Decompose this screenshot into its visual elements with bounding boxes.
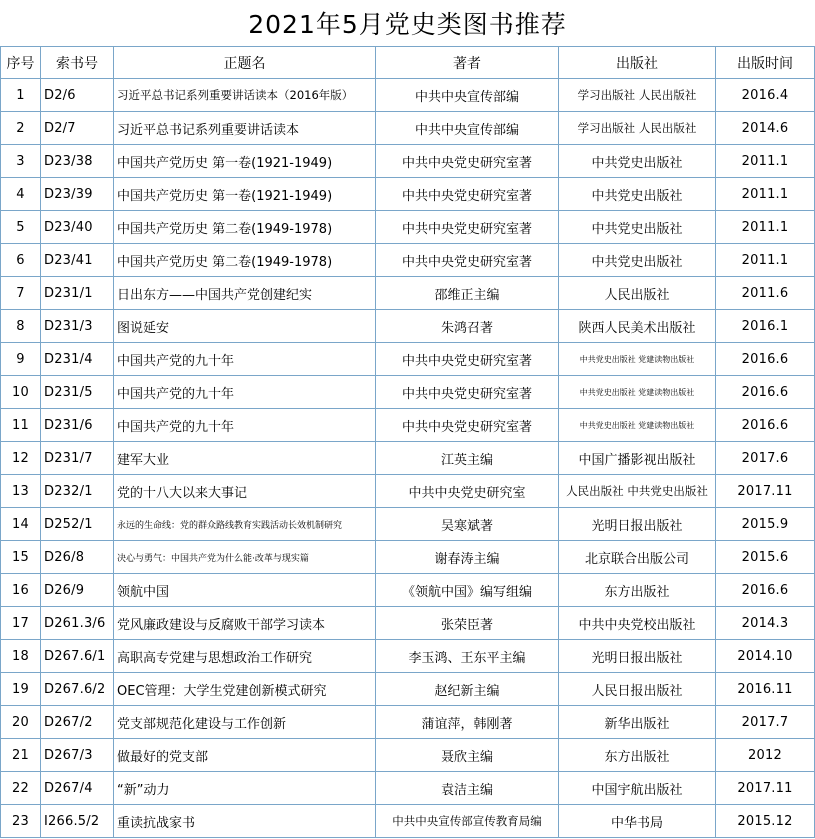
- cell-author: 中共中央党史研究室著: [376, 244, 559, 277]
- cell-publish-date: 2015.12: [716, 805, 815, 838]
- cell-call-number: D261.3/6: [41, 607, 114, 640]
- table-row: [1, 211, 815, 244]
- cell-publish-date: 2014.10: [716, 640, 815, 673]
- table-row: [1, 541, 815, 574]
- cell-call-number: D2/6: [41, 79, 114, 112]
- cell-publish-date: 2011.1: [716, 145, 815, 178]
- cell-publisher: 中共党史出版社: [559, 244, 716, 277]
- table-row: [1, 673, 815, 706]
- table-row: [1, 475, 815, 508]
- cell-title: 永远的生命线：党的群众路线教育实践活动长效机制研究: [114, 508, 376, 541]
- table-row: [1, 409, 815, 442]
- cell-author: 中共中央党史研究室著: [376, 145, 559, 178]
- table-row: [1, 112, 815, 145]
- cell-publisher: 中国宇航出版社: [559, 772, 716, 805]
- header-publish-date: 出版时间: [716, 47, 815, 79]
- cell-publish-date: 2012: [716, 739, 815, 772]
- table-row: [1, 343, 815, 376]
- table-row: [1, 442, 815, 475]
- table-row: [1, 178, 815, 211]
- cell-author: 袁洁主编: [376, 772, 559, 805]
- cell-title: 习近平总书记系列重要讲话读本（2016年版）: [114, 79, 376, 112]
- cell-publisher: 东方出版社: [559, 574, 716, 607]
- cell-index: 1: [1, 79, 41, 112]
- cell-author: 张荣臣著: [376, 607, 559, 640]
- cell-author: 中共中央党史研究室著: [376, 211, 559, 244]
- cell-publisher: 光明日报出版社: [559, 508, 716, 541]
- cell-publisher: 学习出版社 人民出版社: [559, 79, 716, 112]
- cell-author: 《领航中国》编写组编: [376, 574, 559, 607]
- cell-publish-date: 2017.6: [716, 442, 815, 475]
- cell-title: 决心与勇气：中国共产党为什么能·改革与现实篇: [114, 541, 376, 574]
- table-row: [1, 244, 815, 277]
- cell-title: 党的十八大以来大事记: [114, 475, 376, 508]
- cell-author: 聂欣主编: [376, 739, 559, 772]
- table-row: [1, 640, 815, 673]
- cell-index: 20: [1, 706, 41, 739]
- cell-call-number: D23/39: [41, 178, 114, 211]
- cell-index: 7: [1, 277, 41, 310]
- cell-call-number: D232/1: [41, 475, 114, 508]
- cell-publisher: 中共党史出版社: [559, 178, 716, 211]
- cell-publisher: 中共党史出版社: [559, 145, 716, 178]
- cell-title: 中国共产党的九十年: [114, 409, 376, 442]
- header-index: 序号: [1, 47, 41, 79]
- cell-index: 6: [1, 244, 41, 277]
- cell-call-number: D2/7: [41, 112, 114, 145]
- cell-author: 赵纪新主编: [376, 673, 559, 706]
- cell-author: 蒲谊萍，韩刚著: [376, 706, 559, 739]
- cell-index: 22: [1, 772, 41, 805]
- cell-publish-date: 2017.11: [716, 772, 815, 805]
- table-row: [1, 79, 815, 112]
- cell-call-number: D23/40: [41, 211, 114, 244]
- cell-publish-date: 2015.6: [716, 541, 815, 574]
- table-row: [1, 805, 815, 838]
- cell-index: 13: [1, 475, 41, 508]
- cell-author: 朱鸿召著: [376, 310, 559, 343]
- cell-author: 谢春涛主编: [376, 541, 559, 574]
- table-row: [1, 376, 815, 409]
- cell-publish-date: 2016.6: [716, 376, 815, 409]
- cell-author: 李玉鸿、王东平主编: [376, 640, 559, 673]
- cell-index: 18: [1, 640, 41, 673]
- cell-call-number: D267/4: [41, 772, 114, 805]
- header-row: [1, 47, 815, 79]
- table-row: [1, 310, 815, 343]
- cell-publish-date: 2011.1: [716, 178, 815, 211]
- cell-title: 习近平总书记系列重要讲话读本: [114, 112, 376, 145]
- cell-title: 中国共产党的九十年: [114, 376, 376, 409]
- cell-index: 4: [1, 178, 41, 211]
- cell-title: 图说延安: [114, 310, 376, 343]
- cell-call-number: D231/6: [41, 409, 114, 442]
- table-row: [1, 145, 815, 178]
- cell-author: 邵维正主编: [376, 277, 559, 310]
- table-row: [1, 706, 815, 739]
- cell-publish-date: 2017.7: [716, 706, 815, 739]
- cell-publisher: 陕西人民美术出版社: [559, 310, 716, 343]
- cell-call-number: D26/8: [41, 541, 114, 574]
- cell-title: 中国共产党历史 第二卷(1949-1978): [114, 211, 376, 244]
- cell-title: 做最好的党支部: [114, 739, 376, 772]
- header-title: 正题名: [114, 47, 376, 79]
- cell-publish-date: 2014.6: [716, 112, 815, 145]
- cell-publisher: 中共党史出版社 党建读物出版社: [559, 376, 716, 409]
- cell-author: 中共中央党史研究室著: [376, 343, 559, 376]
- header-publisher: 出版社: [559, 47, 716, 79]
- cell-call-number: D231/5: [41, 376, 114, 409]
- cell-publish-date: 2015.9: [716, 508, 815, 541]
- cell-author: 吴寒斌著: [376, 508, 559, 541]
- cell-author: 江英主编: [376, 442, 559, 475]
- cell-publish-date: 2016.11: [716, 673, 815, 706]
- table-row: [1, 277, 815, 310]
- cell-call-number: D231/7: [41, 442, 114, 475]
- cell-title: 日出东方——中国共产党创建纪实: [114, 277, 376, 310]
- cell-title: 党支部规范化建设与工作创新: [114, 706, 376, 739]
- cell-publish-date: 2016.6: [716, 343, 815, 376]
- cell-index: 8: [1, 310, 41, 343]
- cell-title: 重读抗战家书: [114, 805, 376, 838]
- cell-publisher: 中共中央党校出版社: [559, 607, 716, 640]
- cell-index: 21: [1, 739, 41, 772]
- cell-call-number: I266.5/2: [41, 805, 114, 838]
- cell-index: 12: [1, 442, 41, 475]
- table-row: [1, 772, 815, 805]
- cell-publish-date: 2011.6: [716, 277, 815, 310]
- cell-call-number: D231/1: [41, 277, 114, 310]
- table-row: [1, 508, 815, 541]
- cell-call-number: D26/9: [41, 574, 114, 607]
- cell-title: 中国共产党的九十年: [114, 343, 376, 376]
- cell-index: 10: [1, 376, 41, 409]
- cell-title: 中国共产党历史 第二卷(1949-1978): [114, 244, 376, 277]
- cell-author: 中共中央党史研究室: [376, 475, 559, 508]
- cell-index: 19: [1, 673, 41, 706]
- cell-publisher: 中共党史出版社 党建读物出版社: [559, 409, 716, 442]
- cell-call-number: D23/38: [41, 145, 114, 178]
- cell-title: 建军大业: [114, 442, 376, 475]
- cell-index: 5: [1, 211, 41, 244]
- cell-index: 11: [1, 409, 41, 442]
- cell-publisher: 光明日报出版社: [559, 640, 716, 673]
- cell-index: 14: [1, 508, 41, 541]
- cell-index: 3: [1, 145, 41, 178]
- cell-publish-date: 2016.1: [716, 310, 815, 343]
- cell-author: 中共中央党史研究室著: [376, 178, 559, 211]
- cell-publisher: 东方出版社: [559, 739, 716, 772]
- cell-title: 中国共产党历史 第一卷(1921-1949): [114, 178, 376, 211]
- cell-index: 2: [1, 112, 41, 145]
- cell-publish-date: 2016.4: [716, 79, 815, 112]
- cell-call-number: D231/4: [41, 343, 114, 376]
- header-call-number: 索书号: [41, 47, 114, 79]
- cell-publish-date: 2016.6: [716, 409, 815, 442]
- book-list-table: [0, 46, 815, 838]
- cell-publisher: 学习出版社 人民出版社: [559, 112, 716, 145]
- cell-call-number: D267/3: [41, 739, 114, 772]
- cell-index: 15: [1, 541, 41, 574]
- cell-index: 23: [1, 805, 41, 838]
- cell-author: 中共中央宣传部编: [376, 112, 559, 145]
- cell-publisher: 中共党史出版社 党建读物出版社: [559, 343, 716, 376]
- cell-publish-date: 2014.3: [716, 607, 815, 640]
- cell-author: 中共中央宣传部宣传教育局编: [376, 805, 559, 838]
- table-row: [1, 574, 815, 607]
- cell-publisher: 人民日报出版社: [559, 673, 716, 706]
- cell-index: 16: [1, 574, 41, 607]
- cell-call-number: D23/41: [41, 244, 114, 277]
- cell-title: “新”动力: [114, 772, 376, 805]
- cell-index: 17: [1, 607, 41, 640]
- cell-publisher: 中共党史出版社: [559, 211, 716, 244]
- cell-index: 9: [1, 343, 41, 376]
- cell-publisher: 新华出版社: [559, 706, 716, 739]
- cell-title: 中国共产党历史 第一卷(1921-1949): [114, 145, 376, 178]
- cell-title: OEC管理：大学生党建创新模式研究: [114, 673, 376, 706]
- cell-publisher: 北京联合出版公司: [559, 541, 716, 574]
- cell-call-number: D267.6/2: [41, 673, 114, 706]
- cell-publisher: 人民出版社 中共党史出版社: [559, 475, 716, 508]
- table-title: 2021年5月党史类图书推荐: [248, 10, 567, 39]
- cell-publish-date: 2016.6: [716, 574, 815, 607]
- cell-title: 高职高专党建与思想政治工作研究: [114, 640, 376, 673]
- cell-publisher: 人民出版社: [559, 277, 716, 310]
- table-row: [1, 607, 815, 640]
- cell-call-number: D252/1: [41, 508, 114, 541]
- cell-call-number: D267.6/1: [41, 640, 114, 673]
- cell-title: 党风廉政建设与反腐败干部学习读本: [114, 607, 376, 640]
- table-row: [1, 739, 815, 772]
- cell-publish-date: 2011.1: [716, 211, 815, 244]
- cell-call-number: D267/2: [41, 706, 114, 739]
- cell-publish-date: 2011.1: [716, 244, 815, 277]
- cell-author: 中共中央党史研究室著: [376, 376, 559, 409]
- cell-author: 中共中央党史研究室著: [376, 409, 559, 442]
- cell-call-number: D231/3: [41, 310, 114, 343]
- cell-publish-date: 2017.11: [716, 475, 815, 508]
- cell-title: 领航中国: [114, 574, 376, 607]
- cell-author: 中共中央宣传部编: [376, 79, 559, 112]
- header-author: 著者: [376, 47, 559, 79]
- cell-publisher: 中华书局: [559, 805, 716, 838]
- cell-publisher: 中国广播影视出版社: [559, 442, 716, 475]
